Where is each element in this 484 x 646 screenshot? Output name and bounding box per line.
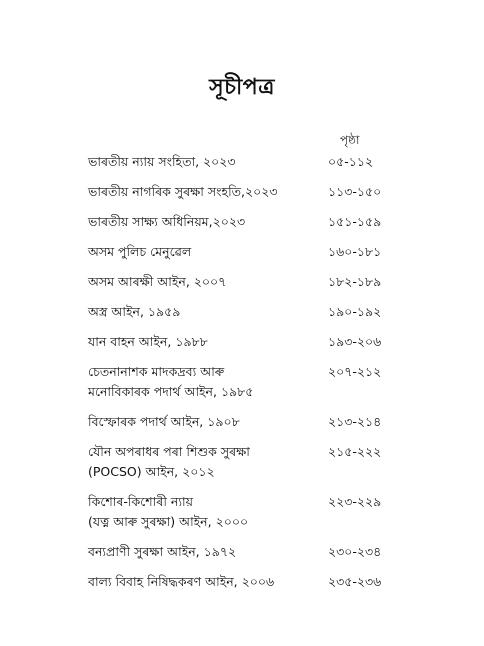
toc-entry-pages: ১৯৩-২০৬	[328, 334, 382, 349]
toc-entry-title-line: যান বাহন আইন, ১৯৮৮	[88, 334, 208, 349]
page-title: সূচীপত্র	[209, 74, 275, 100]
page-column-header: পৃষ্ঠা	[340, 133, 360, 147]
toc-entry-title	[88, 212, 318, 232]
toc-entry-title-line: অসম আৰক্ষী আইন, ২০০৭	[88, 274, 227, 289]
toc-entry-pages: ২৩৫-২৩৬	[328, 574, 382, 589]
toc-entry-title-line: ভাৰতীয় ন্যায় সংহিতা, ২০২৩	[88, 154, 236, 169]
toc-entry-title-line: (যত্ন আৰু সুৰক্ষা) আইন, ২০০০	[88, 514, 249, 529]
toc-entry-pages: ১৬০-১৮১	[328, 244, 382, 259]
toc-entry-title-line: চেতনানাশক মাদকদ্ৰব্য আৰু	[88, 364, 225, 379]
toc-entry-title-line: অসম পুলিচ মেনুৱেল	[88, 244, 192, 259]
toc-entry-title	[88, 362, 318, 402]
toc-entry-title	[88, 492, 318, 532]
toc-entry-title	[88, 332, 318, 352]
toc-entry-pages: ১১৩-১৫০	[328, 184, 382, 199]
toc-entry-title-line: কিশোৰ-কিশোৰী ন্যায়	[88, 494, 193, 509]
toc-entry-title	[88, 412, 318, 432]
toc-entry-title-line: বিস্ফোৰক পদাৰ্থ আইন, ১৯০৮	[88, 414, 240, 429]
toc-entry-title-line: যৌন অপৰাধৰ পৰা শিশুক সুৰক্ষা	[88, 444, 250, 459]
toc-entry-pages: ২২৩-২২৯	[328, 494, 382, 509]
toc-entry-title	[88, 242, 318, 262]
toc-entry-title	[88, 182, 318, 202]
toc-entry-title-line: ভাৰতীয় সাক্ষ্য অধিনিয়ম,২০২৩	[88, 214, 246, 229]
toc-entry-title	[88, 302, 318, 322]
toc-entry-title-line: মনোবিকাৰক পদাৰ্থ আইন, ১৯৮৫	[88, 384, 254, 399]
toc-entry-pages: ২১৫-২২২	[328, 444, 382, 459]
toc-entry-pages: ০৫-১১২	[328, 154, 374, 169]
toc-entry-title-line: বন্যপ্ৰাণী সুৰক্ষা আইন, ১৯৭২	[88, 544, 237, 559]
toc-entry-title-line: ভাৰতীয় নাগৰিক সুৰক্ষা সংহতি,২০২৩	[88, 184, 278, 199]
toc-entry-title	[88, 272, 318, 292]
toc-entry-title-line: অস্ত্র আইন, ১৯৫৯	[88, 304, 181, 319]
toc-entry-pages: ১৫১-১৫৯	[328, 214, 382, 229]
toc-entry-title	[88, 572, 318, 592]
toc-entry-title-line: (POCSO) আইন, ২০১২	[88, 464, 215, 479]
toc-entry-pages: ২০৭-২১২	[328, 364, 382, 379]
toc-entry-pages: ২৩০-২৩৪	[328, 544, 382, 559]
toc-entry-pages: ২১৩-২১৪	[328, 414, 382, 429]
toc-entry-pages: ১৯০-১৯২	[328, 304, 382, 319]
toc-entry-title	[88, 442, 318, 482]
toc-entry-title-line: বাল্য বিবাহ নিষিদ্ধকৰণ আইন, ২০০৬	[88, 574, 275, 589]
toc-entry-title	[88, 542, 318, 562]
toc-entry-pages: ১৮২-১৮৯	[328, 274, 382, 289]
toc-entry-title	[88, 152, 318, 172]
